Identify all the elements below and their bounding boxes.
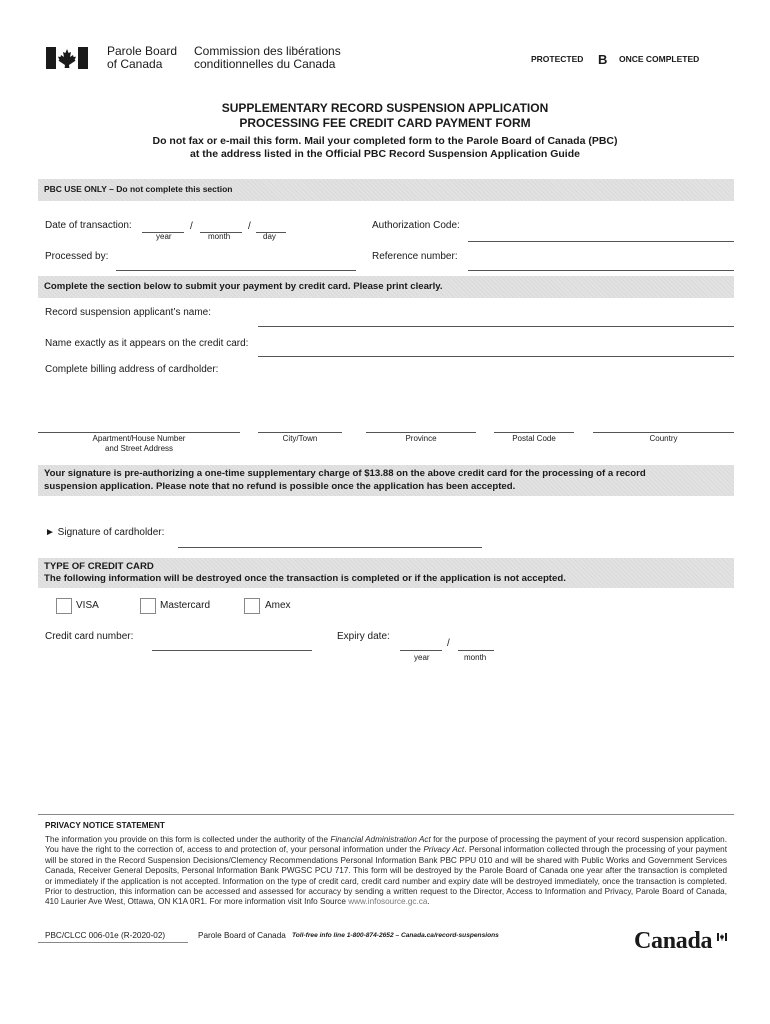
expiry-slash: / [447,638,450,649]
card-type-note: The following information will be destroyed once the transaction is completed or if the application is not accepted. [44,573,566,584]
processed-by-field[interactable] [116,270,356,271]
canada-wordmark-text: Canada [634,928,713,954]
wordmark-flag-icon [717,928,727,936]
country-caption: Country [649,434,678,443]
date-day-caption: day [263,232,276,241]
card-number-label: Credit card number: [45,631,134,642]
notice-line2: suspension application. Please note that no refund is possible once the application has been accepted. [44,480,516,492]
payment-section-text: Complete the section below to submit your payment by credit card. Please print clearly. [44,281,443,292]
street-address-caption [38,434,240,454]
notice-line1: Your signature is pre-authorizing a one-time supplementary charge of $13.88 on the above credit card for the processing of a record [44,468,646,479]
street-caption-line2: and Street Address [104,444,174,453]
footer-divider [38,942,188,943]
city-caption: City/Town [282,434,318,443]
applicant-name-field[interactable] [258,326,734,327]
protected-level: B [598,52,608,67]
form-title-line1: SUPPLEMENTARY RECORD SUSPENSION APPLICATION [221,101,549,115]
org-fr-line1: Commission des libérations [194,44,341,58]
privacy-text-1: The information you provide on this form is collected under the authority of the [45,835,331,844]
date-year-caption: year [156,232,172,241]
privacy-body [45,835,727,908]
credit-card-type-heading [38,558,734,588]
privacy-text-3: . Personal information collected through the processing of your payment will be stored in the Record Suspension Decisions/Clemency Recommendations Personal Information Bank PBC PPU 010 and will be shared with Public Works and Government Services Canada, Receiver General Deposits, Personal Information Bank PWGSC PCU 717. This form will be destroyed by the Parole Board of Canada one year after the transaction is completed or immediately if the application is not accepted. Information on the type of credit card, credit card number and expiry date will be destroyed immediately, once the transaction is completed. Prior to destruction, this information can be accessed and assessed for accuracy by sending a written request to the Director, Access to Information and Privacy, Parole Board of Canada, 410 Laurier Ave West, Ottawa, ON K1A 0R1. For more information visit Info Source [45,845,727,907]
signature-field[interactable] [178,547,482,548]
footer-tollfree: Toll-free info line 1-800-874-2652 – Canada.ca/record-suspensions [292,932,499,939]
applicant-name-label: Record suspension applicant’s name: [45,307,212,318]
date-month-caption: month [208,232,231,241]
payment-section-heading [38,276,734,298]
authorization-notice [38,465,734,496]
authorization-code-field[interactable] [468,241,734,242]
expiry-month-caption: month [464,653,487,662]
card-name-field[interactable] [258,356,734,357]
card-type-title: TYPE OF CREDIT CARD [44,561,154,572]
date-slash-1: / [190,221,193,232]
mastercard-checkbox[interactable] [140,598,156,614]
protected-label: PROTECTED [531,54,584,64]
date-slash-2: / [248,221,251,232]
city-field[interactable] [258,432,342,433]
privacy-text-2: for the purpose of processing the payment of your record suspension application. You have the right to the correction of, access to and protection of, your personal information under the [45,835,727,855]
postal-code-caption: Postal Code [512,434,556,443]
infosource-link[interactable]: www.infosource.gc.ca [348,897,428,907]
instructions-line1: Do not fax or e-mail this form. Mail your completed form to the Parole Board of Canada (PBC) [152,135,618,147]
street-caption-line1: Apartment/House Number [92,434,186,443]
card-number-field[interactable] [152,650,312,651]
billing-address-label: Complete billing address of cardholder: [45,364,219,375]
form-title-line2: PROCESSING FEE CREDIT CARD PAYMENT FORM [239,116,531,130]
footer-org: Parole Board of Canada [198,931,286,940]
visa-checkbox[interactable] [56,598,72,614]
mastercard-label: Mastercard [160,600,211,611]
reference-number-field[interactable] [468,270,734,271]
country-field[interactable] [593,432,734,433]
canada-flag-icon [46,47,88,69]
financial-act-ref: Financial Administration Act [330,835,431,844]
org-en-line1: Parole Board [107,44,178,58]
processed-by-label: Processed by: [45,251,109,262]
privacy-heading: PRIVACY NOTICE STATEMENT [45,821,165,830]
province-caption: Province [405,434,437,443]
expiry-date-label: Expiry date: [337,631,390,642]
date-of-transaction-label: Date of transaction: [45,220,132,231]
form-title [0,101,770,131]
once-completed-label: ONCE COMPLETED [619,54,700,64]
form-code: PBC/CLCC 006-01e (R-2020-02) [45,931,166,940]
privacy-divider [38,814,734,815]
amex-label: Amex [265,600,291,611]
reference-number-label: Reference number: [372,251,458,262]
expiry-year-caption: year [414,653,430,662]
privacy-act-ref: Privacy Act [423,845,465,855]
visa-label: VISA [76,600,99,611]
card-name-label: Name exactly as it appears on the credit card: [45,338,249,349]
pbc-use-only-text: PBC USE ONLY – Do not complete this section [44,184,233,194]
province-field[interactable] [366,432,476,433]
signature-label: ► Signature of cardholder: [45,527,165,538]
street-address-field[interactable] [38,432,240,433]
org-name-english [107,45,177,71]
authorization-code-label: Authorization Code: [372,220,460,231]
org-name-french [194,45,341,71]
amex-checkbox[interactable] [244,598,260,614]
expiry-month-field[interactable] [458,650,494,651]
form-instructions [0,135,770,161]
pbc-use-only-heading [38,179,734,201]
postal-code-field[interactable] [494,432,574,433]
canada-wordmark [634,928,712,955]
org-en-line2: of Canada [107,57,163,71]
org-fr-line2: conditionnelles du Canada [194,57,336,71]
expiry-year-field[interactable] [400,650,442,651]
privacy-text-4: . [427,897,430,907]
instructions-line2: at the address listed in the Official PBC Record Suspension Application Guide [190,148,580,160]
